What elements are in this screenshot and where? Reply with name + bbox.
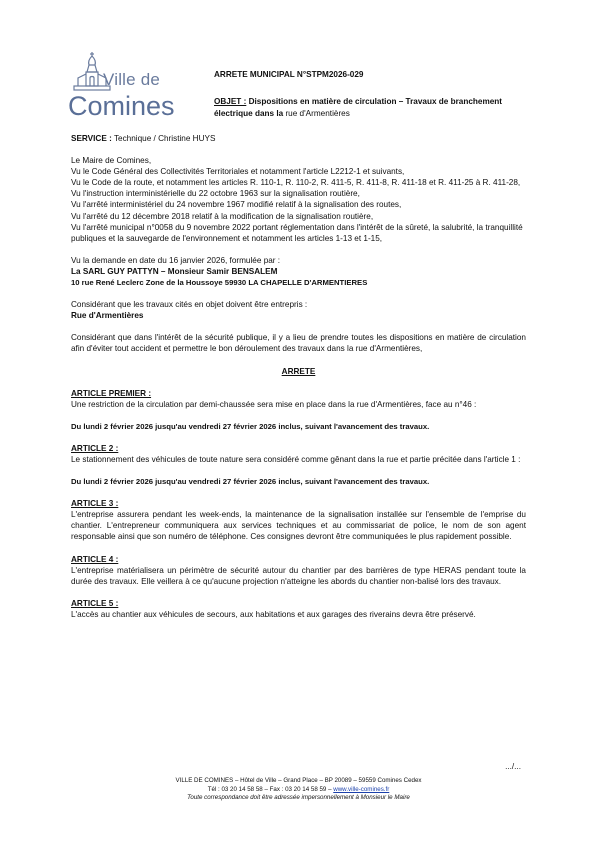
footer-address: VILLE DE COMINES – Hôtel de Ville – Grand Place – BP 20089 – 59559 Comines Cedex: [175, 777, 422, 784]
article-text: L'entreprise matérialisera un périmètre de sécurité autour du chantier par des barrières de type HERAS pendant toute la durée des travaux. Elle veillera à ce qu'aucune projection n'atteigne les abords du chantier non-balisé lors des travaux.: [71, 565, 526, 586]
object-label: OBJET :: [214, 97, 247, 106]
article-text: L'entreprise assurera pendant les week-ends, la maintenance de la signalisation installée sur l'ensemble de l'emprise du chantier. L'entrepreneur communiquera aux services techniques et au commissariat de police, le nom de son agent responsable ainsi que son numéro de téléphone. Ces consignes devront être communiquées le plus rapidement possible.: [71, 510, 526, 542]
article-text: L'accès au chantier aux véhicules de secours, aux habitations et aux garages des riverains devra être préservé.: [71, 609, 476, 619]
article-title: ARTICLE PREMIER :: [71, 388, 152, 398]
article-5: [71, 598, 526, 620]
service-label: SERVICE :: [71, 134, 112, 143]
logo-text-comines: Comines: [68, 91, 175, 121]
visa-line: Vu l'arrêté interministériel du 24 novembre 1967 modifié relatif à la signalisation des routes,: [71, 200, 402, 210]
visa-line: Vu le Code Général des Collectivités Territoriales et notamment l'article L2212-1 et suivants,: [71, 167, 405, 177]
service-line: [71, 133, 526, 144]
decree-object: [214, 96, 514, 120]
arrete-heading: ARRETE: [281, 366, 316, 376]
article-title: ARTICLE 2 :: [71, 443, 119, 453]
object-street: rue d'Armentières: [285, 109, 350, 118]
visa-line: Le Maire de Comines,: [71, 156, 152, 166]
logo-text-ville-de: Ville de: [103, 70, 161, 89]
article-4: [71, 554, 526, 587]
visa-line: Vu l'arrêté du 12 décembre 2018 relatif à la modification de la signalisation routière,: [71, 211, 374, 221]
continuation-mark: .../...: [505, 762, 521, 771]
page-footer: [71, 777, 526, 803]
article-text: Une restriction de la circulation par demi-chaussée sera mise en place dans la rue d'Armentières, face au n°46 :: [71, 399, 477, 409]
request-company: La SARL GUY PATTYN – Monsieur Samir BENSALEM: [71, 266, 278, 276]
decree-body: [71, 133, 526, 620]
service-value: Technique / Christine HUYS: [111, 134, 216, 143]
object-text: Dispositions en matière de circulation – Travaux de branchement électrique dans la: [214, 97, 503, 118]
article-3: [71, 498, 526, 542]
article-title: ARTICLE 4 :: [71, 554, 119, 564]
request-address: 10 rue René Leclerc Zone de la Houssoye 59930 LA CHAPELLE D'ARMENTIERES: [71, 278, 368, 288]
considerant-works: Considérant que les travaux cités en objet doivent être entrepris :: [71, 300, 308, 310]
footer-website-link[interactable]: www.ville-comines.fr: [333, 785, 390, 793]
article-date: Du lundi 2 février 2026 jusqu'au vendredi 27 février 2026 inclus, suivant l'avancement des travaux.: [71, 421, 430, 431]
footer-contact: [71, 786, 526, 795]
article-title: ARTICLE 5 :: [71, 598, 119, 608]
article-text: Le stationnement des véhicules de toute nature sera considéré comme gênant dans la rue et partie précitée dans l'article 1 :: [71, 454, 521, 464]
request-intro: Vu la demande en date du 16 janvier 2026, formulée par :: [71, 255, 281, 265]
article-2: [71, 443, 526, 487]
visa-line: Vu l'arrêté municipal n°0058 du 9 novembre 2022 portant réglementation dans l'intérêt de la sûreté, la salubrité, la tranquillité publiques et la sauvegarde de l'environnement et notamment les articles 1-13 et 1-15,: [71, 222, 523, 243]
footer-notice: Toute correspondance doit être adressée impersonnellement à Monsieur le Maire: [187, 794, 410, 802]
visa-list: [71, 155, 526, 244]
article-date: Du lundi 2 février 2026 jusqu'au vendredi 27 février 2026 inclus, suivant l'avancement des travaux.: [71, 477, 430, 487]
decree-title: ARRETE MUNICIPAL N°STPM2026-029: [214, 70, 364, 79]
article-1: [71, 388, 526, 432]
visa-line: Vu l'instruction interministérielle du 22 octobre 1963 sur la signalisation routière,: [71, 189, 360, 199]
considerant-safety: Considérant que dans l'intérêt de la sécurité publique, il y a lieu de prendre toutes les dispositions en matière de circulation afin d'éviter tout accident et permettre le bon déroulement des travaux dans la rue d'Armentières,: [71, 333, 526, 354]
footer-phone-fax: Tél : 03 20 14 58 58 – Fax : 03 20 14 58 59 –: [207, 785, 334, 793]
article-title: ARTICLE 3 :: [71, 499, 119, 509]
visa-line: Vu le Code de la route, et notamment les articles R. 110-1, R. 110-2, R. 411-5, R. 411-8, R. 411-18 et R. 411-25 à R. 411-28,: [71, 178, 521, 188]
considerant-street: Rue d'Armentières: [71, 311, 144, 321]
